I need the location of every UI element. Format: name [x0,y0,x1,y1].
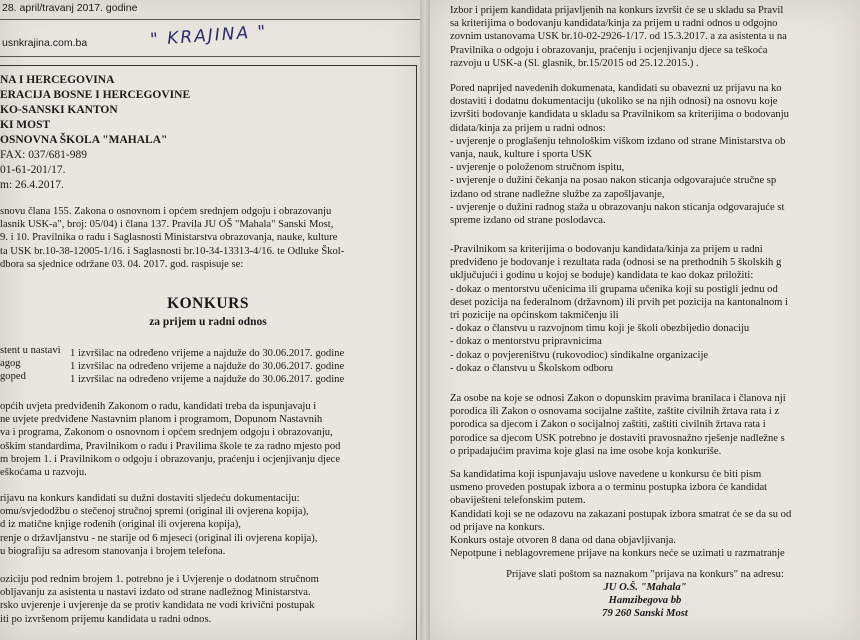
selection-paragraph [450,4,860,70]
text-line: dostaviti i dodatnu dokumentaciju (ukoliko se na njih odnosi) na osnovu koje [450,96,778,108]
text-line: Nepotpune i neblagovremene prijave na konkurs neće se uzimati u razmatranje [450,548,785,560]
text-line: - uvjerenje o proglašenju tehnološkim viškom izdano od strane Ministarstva ob [450,135,786,147]
required-documents [0,492,416,558]
text-line: - uvjerenje o dužini čekanja na posao nakon sticanja odgovarajuće stručne sp [450,175,777,187]
text-line: Pravilnika o odgoju i obrazovanju, praćenju i ocjenjivanju djece sa teškoća [450,44,768,56]
text-line: snovu člana 155. Zakona o osnovnom i općem srednjem odgoju i obrazovanju [0,206,332,217]
text-line: sa kriterijima o bodovanju kandidata/kinja za prijem u radni odnos u odgojno [450,18,778,30]
mailing-address [430,568,860,620]
left-page [0,0,420,640]
text-line: vanja, nauk, kulture i sporta USK [450,149,593,161]
position-detail: 1 izvršilac na određeno vrijeme a najduže do 30.06.2017. godine [70,374,345,385]
text-line: d iz matične knjige rođenih (original ili ovjerena kopija), [0,519,241,531]
address-line: Hamzibegova bb [608,595,682,606]
text-line: ta USK br.10-38-12005-1/16. i Saglasnosti br.10-34-13313-4/16. te Odluke Škol- [0,245,345,257]
intro-paragraph [0,205,416,271]
text-line: obljavanju za asistenta u nastavi izdato od strane nadležnog Ministarstva. [0,587,311,599]
text-line: - uvjerenje o položenom stručnom ispitu, [450,162,625,174]
address-intro: Prijave slati poštom sa naznakom "prijava na konkurs" na adresu: [506,569,784,580]
text-line: - dokaz o članstvu u razvojnom timu koji je školi obezbijedio donaciju [450,323,750,335]
header-date: 28. april/travanj 2017. godine [2,2,138,14]
org-line: NA I HERCEGOVINA [0,74,115,86]
handwritten-note: " KRAJINA " [149,21,268,51]
text-line: m brojem 1. i Pravilnikom o odgoju i obrazovanju, praćenju i ocjenjivanju djece [0,453,341,465]
position-name: goped [0,371,26,382]
text-line: - dokaz o mentorstvu pripravnicima [450,336,602,348]
text-line: Konkurs ostaje otvoren 8 dana od dana objavljivanja. [450,535,676,547]
general-conditions [0,400,416,479]
text-line: - uvjerenje o dužini radnog staža u obrazovanju nakon sticanja odgovarajuće st [450,201,785,213]
org-line: ERACIJA BOSNE I HERCEGOVINE [0,89,191,101]
text-line: porodica sa djecom i Zakon o socijalnoj zaštiti, zaštiti civilnih žrtava rata i [450,419,766,431]
page-gutter [420,0,430,640]
text-line: općih uvjeta predviđenih Zakonom o radu, kandidati treba da ispunjavaju i [0,401,317,412]
text-line: Pored naprijed navedenih dokumenata, kandidati su obavezni uz prijavu na ko [450,83,782,94]
text-line: deset pozicija na federalnom (državnom) ili prvih pet pozicija na kantonalnom i [450,296,788,308]
veterans-paragraph [450,392,860,458]
text-line: Za osobe na koje se odnosi Zakon o dopunskim pravima branilaca i članova nji [450,393,786,404]
header-rule-2 [0,56,420,57]
right-page [430,0,860,640]
org-line: KI MOST [0,119,51,131]
text-line: rijavu na konkurs kandidati su dužni dostaviti sljedeću dokumentaciju: [0,493,300,504]
text-line: predviđeno je bodovanje i rezultata rada (odnosi se na prethodnih 5 školskih g [450,257,782,269]
text-line: renje o državljanstvu - ne starije od 6 mjeseci (original ili ovjerena kopija), [0,532,318,544]
address-line: JU O.Š. "Mahala" [603,582,687,593]
position-name: agog [0,358,21,369]
text-line: oziciju pod rednim brojem 1. potrebno je i Uvjerenje o dodatnom stručnom [0,574,319,585]
text-line: spreme izdano od strane poslodavca. [450,215,606,227]
konkurs-title: KONKURS [167,295,249,312]
text-line: zovnim ustanovama USK br.10-02-2926-1/17. od 15.3.2017. a za asistenta u na [450,31,787,43]
text-line: od prijave na konkurs. [450,521,545,533]
text-line: Sa kandidatima koji ispunjavaju uslove navedene u konkursu će biti pism [450,469,762,480]
text-line: 9. i 10. Pravilnika o radu i Saglasnosti Ministarstva obrazovanja, nauke, kulture [0,232,338,244]
text-line: rsko uvjerenje i uvjerenje da se protiv kandidata ne vodi krivični postupak [0,600,315,612]
header-rule [0,19,420,20]
text-line: izvršiti bodovanje kandidata u skladu sa Pravilnikom sa kriterijima o bodovanju [450,109,789,121]
position-detail: 1 izvršilac na određeno vrijeme a najduže do 30.06.2017. godine [70,361,345,372]
org-line: KO-SANSKI KANTON [0,104,118,116]
konkurs-subtitle: za prijem u radni odnos [149,316,267,328]
text-line: va i programa, Zakonom o osnovnom i općem srednjem odgoju i obrazovanju, [0,427,333,439]
selection-procedure [450,468,860,560]
org-line: OSNOVNA ŠKOLA "MAHALA" [0,134,168,146]
text-line: Izbor i prijem kandidata prijavljenih na konkurs izvršit će se u skladu sa Pravil [450,5,784,16]
work-results-evidence [450,243,860,375]
text-line: lasnik USK-a", broj: 05/04) i člana 137. Pravila JU OŠ "Mahala" Sanski Most, [0,219,334,231]
additional-documents [450,82,860,227]
text-line: o pripadajućim pravima koje glasi na ime osobe koja konkuriše. [450,445,722,457]
reference-number: 01-61-201/17. [0,164,66,176]
text-line: usmeno proveden postupak izbora a o terminu postupka izbora će kandidat [450,482,768,494]
text-line: didata/kinja za prijem u radni odnos: [450,122,606,134]
fax-line: FAX: 037/681-989 [0,149,87,161]
text-line: oškim standardima, Pravilnikom o radu i Pravilima škole te za radno mjesto pod [0,440,341,452]
text-line: porodica ili Zakon o osnovama socijalne zaštite, zaštite civilnih žrtava rata i z [450,406,780,418]
text-line: - dokaz o povjereništvu (rukovodioc) sindikalne organizacije [450,349,709,361]
organization-header [0,73,190,193]
text-line: iti po izvršenom prijemu kandidata u radni odnos. [0,613,212,625]
text-line: eškoćama u razvoju. [0,467,87,479]
text-line: -Pravilnikom sa kriterijima o bodovanju kandidata/kinja za prijem u radni [450,244,763,255]
text-line: porodice sa djecom USK potrebno je dostaviti pravosnažno rješenje nadležne s [450,432,785,444]
text-line: razvoju u USK-a (Sl. glasnik, br.15/2015 od 25.12.2015.) . [450,57,699,69]
issue-date: m: 26.4.2017. [0,179,64,191]
text-line: ne uvjete predviđene Nastavnim planom i programom, Dopunom Nastavnih [0,414,323,426]
position-row [0,345,344,359]
text-line: omu/svjedodžbu o stečenoj stručnoj spremi (original ili ovjerena kopija), [0,506,309,518]
text-line: uključujući i godinu u kojoj se boduje) kandidata te kao dokaz priložiti: [450,270,754,282]
position-row [0,358,344,372]
text-line: Kandidati koji se ne odazovu na zakazani postupak izbora smatrat će se da su od [450,508,792,520]
site-url: usnkrajina.com.ba [2,37,88,49]
position-row [0,371,344,385]
text-line: - dokaz o članstvu u Školskom odboru [450,362,614,374]
address-line: 79 260 Sanski Most [602,608,688,619]
text-line: - dokaz o mentorstvu učenicima ili grupama učenika koji su postigli jednu od [450,283,778,295]
text-line: tri pozicije na općinskom takmičenju ili [450,310,619,322]
position-detail: 1 izvršilac na određeno vrijeme a najduže do 30.06.2017. godine [70,348,345,359]
assistant-requirements [0,573,416,626]
position-name: stent u nastavi [0,345,61,356]
text-line: dbora sa sjednice održane 03. 04. 2017. god. raspisuje se: [0,258,244,270]
text-line: izdano od strane nadležne službe za zapošljavanje, [450,188,665,200]
text-line: obaviješteni telefonskim putem. [450,495,586,507]
text-line: u biografiju sa adresom stanovanja i brojem telefona. [0,545,226,557]
